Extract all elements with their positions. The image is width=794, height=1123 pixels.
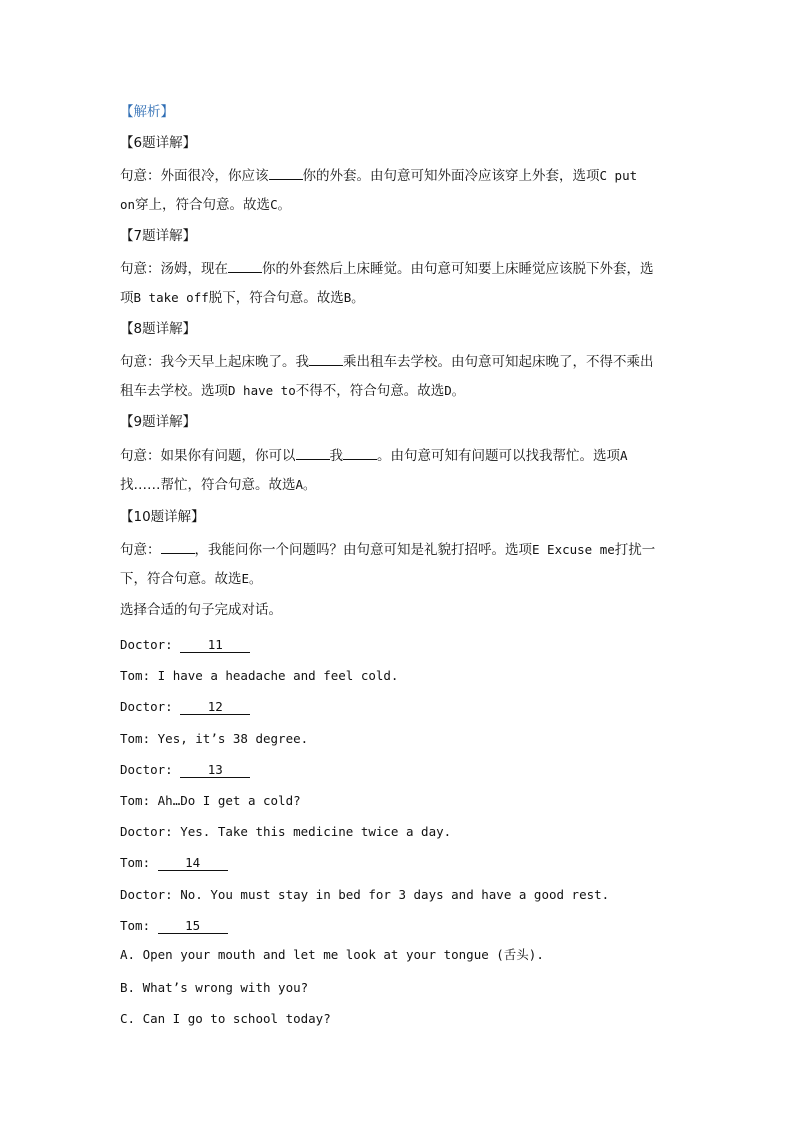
dialogue-speaker: Doctor: bbox=[120, 887, 173, 902]
dialogue-text: Yes. Take this medicine twice a day. bbox=[180, 824, 452, 839]
section-7-text-d: B take off bbox=[133, 290, 209, 305]
section-9-line-1 bbox=[120, 445, 628, 465]
section-9-text-a: 句意：如果你有问题，你可以 bbox=[120, 448, 296, 464]
section-6-text-f: C。 bbox=[270, 197, 291, 212]
dialogue-speaker: Tom: bbox=[120, 668, 151, 683]
dialogue-speaker: Doctor: bbox=[120, 637, 173, 652]
section-10-text-a: 句意： bbox=[120, 542, 161, 558]
section-6-text-d: on bbox=[120, 197, 136, 212]
dialogue-line bbox=[120, 730, 308, 748]
dialogue-text: I have a headache and feel cold. bbox=[157, 668, 399, 683]
dialogue-line bbox=[120, 761, 250, 779]
section-6-text-a: 句意：外面很冷，你应该 bbox=[120, 168, 269, 184]
section-10-line-2 bbox=[120, 570, 262, 588]
section-7-text-b: 你的外套然后上床睡觉。由句意可知要上床睡觉应该脱下外套，选 bbox=[262, 261, 654, 277]
section-10-line-1 bbox=[120, 539, 655, 559]
section-10-text-c: E Excuse me bbox=[532, 542, 615, 557]
dialogue-speaker: Doctor: bbox=[120, 762, 173, 777]
section-9-text-c: 。由句意可知有问题可以找我帮忙。选项 bbox=[377, 448, 620, 464]
dialogue-blank: 11 bbox=[180, 638, 250, 653]
dialogue-speaker: Tom: bbox=[120, 918, 151, 933]
section-7-title: 【7题详解】 bbox=[120, 228, 197, 244]
dialogue-blank: 13 bbox=[180, 763, 250, 778]
section-7-text-f: B。 bbox=[343, 290, 364, 305]
section-6-text-e: 穿上，符合句意。故选 bbox=[135, 197, 271, 213]
dialogue-line bbox=[120, 698, 250, 716]
section-10-text-b: ，我能问你一个问题吗？由句意可知是礼貌打招呼。选项 bbox=[194, 542, 532, 558]
section-8-line-1 bbox=[120, 351, 654, 371]
dialogue-line bbox=[120, 917, 228, 935]
dialogue-line bbox=[120, 792, 301, 810]
section-10-text-f: E。 bbox=[241, 571, 262, 586]
section-7-text-c: 项 bbox=[120, 290, 134, 306]
dialogue-line bbox=[120, 636, 250, 654]
dialogue-line bbox=[120, 667, 398, 685]
section-8-text-f: D。 bbox=[444, 383, 465, 398]
dialogue-text: Yes, it’s 38 degree. bbox=[157, 731, 309, 746]
section-8-line-2 bbox=[120, 382, 464, 400]
dialogue-speaker: Tom: bbox=[120, 793, 151, 808]
section-8-text-c: 租车去学校。选项 bbox=[120, 383, 228, 399]
answer-blank bbox=[343, 445, 377, 460]
section-9-text-e: 找……帮忙，符合句意。故选 bbox=[120, 477, 296, 493]
dialogue-blank: 12 bbox=[180, 700, 250, 715]
section-7-text-e: 脱下，符合句意。故选 bbox=[208, 290, 344, 306]
section-9-text-d: A bbox=[620, 448, 628, 463]
section-9-text-f: A。 bbox=[295, 477, 316, 492]
dialogue-speaker: Tom: bbox=[120, 855, 151, 870]
option-c: C. Can I go to school today? bbox=[120, 1011, 331, 1026]
section-7-line-2 bbox=[120, 289, 364, 307]
option-b: B. What’s wrong with you? bbox=[120, 980, 309, 995]
section-8-text-b: 乘出租车去学校。由句意可知起床晚了，不得不乘出 bbox=[343, 354, 654, 370]
answer-blank bbox=[228, 258, 262, 273]
dialogue-line bbox=[120, 886, 609, 904]
section-9-title: 【9题详解】 bbox=[120, 414, 197, 430]
dialogue-text: No. You must stay in bed for 3 days and have a good rest. bbox=[180, 887, 610, 902]
section-6-line-1 bbox=[120, 165, 637, 185]
section-9-text-b: 我 bbox=[329, 448, 343, 464]
section-7-line-1 bbox=[120, 258, 654, 278]
dialogue-line bbox=[120, 854, 228, 872]
section-9-line-2 bbox=[120, 476, 316, 494]
section-6-line-2 bbox=[120, 196, 290, 214]
answer-blank bbox=[296, 445, 330, 460]
section-10-title: 【10题详解】 bbox=[120, 509, 205, 525]
section-6-title: 【6题详解】 bbox=[120, 135, 197, 151]
section-6-text-b: 你的外套。由句意可知外面冷应该穿上外套，选项 bbox=[302, 168, 600, 184]
instruction-text: 选择合适的句子完成对话。 bbox=[120, 602, 282, 618]
section-8-title: 【8题详解】 bbox=[120, 321, 197, 337]
section-10-text-d: 打扰一 bbox=[614, 542, 656, 558]
dialogue-text: Ah…Do I get a cold? bbox=[157, 793, 301, 808]
section-8-text-d: D have to bbox=[228, 383, 296, 398]
dialogue-speaker: Doctor: bbox=[120, 699, 173, 714]
section-7-text-a: 句意：汤姆，现在 bbox=[120, 261, 228, 277]
section-10-text-e: 下，符合句意。故选 bbox=[120, 571, 242, 587]
dialogue-line bbox=[120, 823, 451, 841]
section-8-text-e: 不得不，符合句意。故选 bbox=[295, 383, 445, 399]
dialogue-blank: 15 bbox=[158, 919, 228, 934]
answer-blank bbox=[161, 539, 195, 554]
section-6-text-c: C put bbox=[599, 168, 638, 183]
section-8-text-a: 句意：我今天早上起床晚了。我 bbox=[120, 354, 309, 370]
dialogue-speaker: Doctor: bbox=[120, 824, 173, 839]
analysis-heading: 【解析】 bbox=[120, 104, 174, 120]
option-a: A. Open your mouth and let me look at your tongue (舌头). bbox=[120, 947, 544, 962]
answer-blank bbox=[269, 165, 303, 180]
dialogue-speaker: Tom: bbox=[120, 731, 151, 746]
answer-blank bbox=[309, 351, 343, 366]
dialogue-blank: 14 bbox=[158, 856, 228, 871]
